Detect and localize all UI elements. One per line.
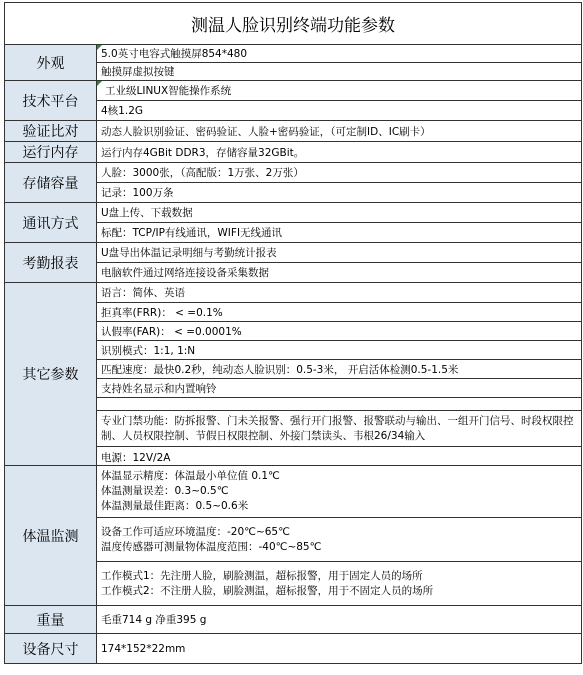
access-text: 专业门禁功能：防拆报警、门未关报警、强行开门报警、报警联动与输出、一组开门信号、时段权限控制、人员权限控制、节假日权限控制、外接门禁读头、韦根26/34输入 xyxy=(101,414,574,442)
value-text: 工业级LINUX智能操作系统 xyxy=(105,85,232,97)
label-temp: 体温监测 xyxy=(5,466,97,606)
label-memory: 运行内存 xyxy=(5,142,97,163)
value-comm-1: U盘上传、下载数据 xyxy=(97,203,582,223)
value-comm-2: 标配：TCP/IP有线通讯，WIFI无线通讯 xyxy=(97,223,582,243)
comment-marker-icon xyxy=(97,81,102,86)
label-comm: 通讯方式 xyxy=(5,203,97,243)
value-verify: 动态人脸识别验证、密码验证、人脸+密码验证，（可定制ID、IC刷卡） xyxy=(97,121,582,142)
value-memory: 运行内存4GBit DDR3，存储容量32GBit。 xyxy=(97,142,582,163)
value-temp-group3 xyxy=(97,562,582,606)
value-appearance-1 xyxy=(97,45,582,63)
value-other-mode: 识别模式：1:1, 1:N xyxy=(97,341,582,360)
value-temp-group1 xyxy=(97,466,582,518)
value-size: 174*152*22mm xyxy=(97,634,582,664)
comment-marker-icon xyxy=(97,45,102,50)
spec-table xyxy=(4,2,582,664)
temp-error: 体温测量误差：0.3~0.5℃ xyxy=(101,485,229,497)
temp-precision: 体温显示精度：体温最小单位值 0.1℃ xyxy=(101,470,280,482)
value-other-speed: 匹配速度：最快0.2秒，纯动态人脸识别：0.5-3米， 开启活体检测0.5-1.5米 xyxy=(97,360,582,379)
label-verify: 验证比对 xyxy=(5,121,97,142)
value-storage-2: 记录：100万条 xyxy=(97,183,582,203)
temp-env-range: 设备工作可适应环境温度：-20℃~65℃ xyxy=(101,525,290,538)
temp-distance: 体温测量最佳距离：0.5~0.6米 xyxy=(101,500,249,512)
temp-sensor-range: 温度传感器可测量物体温度范围：-40℃~85℃ xyxy=(101,540,322,553)
spacer-cell xyxy=(97,398,582,411)
value-platform-2: 4核1.2G xyxy=(97,101,582,121)
value-weight: 毛重714 g 净重395 g xyxy=(97,606,582,634)
value-storage-1: 人脸：3000张，（高配版：1万张、2万张） xyxy=(97,163,582,183)
page-title: 测温人脸识别终端功能参数 xyxy=(5,3,582,45)
value-platform-1 xyxy=(97,81,582,101)
temp-mode-2: 工作模式2：不注册人脸，刷脸测温，超标报警，用于不固定人员的场所 xyxy=(101,584,434,597)
value-text: 5.0英寸电容式触摸屏854*480 xyxy=(101,48,248,60)
value-temp-group2 xyxy=(97,518,582,562)
value-attendance-1: U盘导出体温记录明细与考勤统计报表 xyxy=(97,243,582,263)
label-storage: 存储容量 xyxy=(5,163,97,203)
label-weight: 重量 xyxy=(5,606,97,634)
value-other-far: 认假率(FAR)： < =0.0001% xyxy=(97,322,582,341)
temp-mode-1: 工作模式1：先注册人脸，刷脸测温，超标报警，用于固定人员的场所 xyxy=(101,569,423,582)
value-appearance-2: 触摸屏虚拟按键 xyxy=(97,63,582,81)
value-other-frr: 拒真率(FRR)： < =0.1% xyxy=(97,303,582,322)
value-other-access xyxy=(97,411,582,447)
label-attendance: 考勤报表 xyxy=(5,243,97,283)
label-size: 设备尺寸 xyxy=(5,634,97,664)
label-other: 其它参数 xyxy=(5,283,97,466)
value-other-language: 语言：简体、英语 xyxy=(97,283,582,303)
label-platform: 技术平台 xyxy=(5,81,97,121)
label-appearance: 外观 xyxy=(5,45,97,81)
value-other-display: 支持姓名显示和内置响铃 xyxy=(97,379,582,398)
value-other-power: 电源：12V/2A xyxy=(97,447,582,466)
value-attendance-2: 电脑软件通过网络连接设备采集数据 xyxy=(97,263,582,283)
